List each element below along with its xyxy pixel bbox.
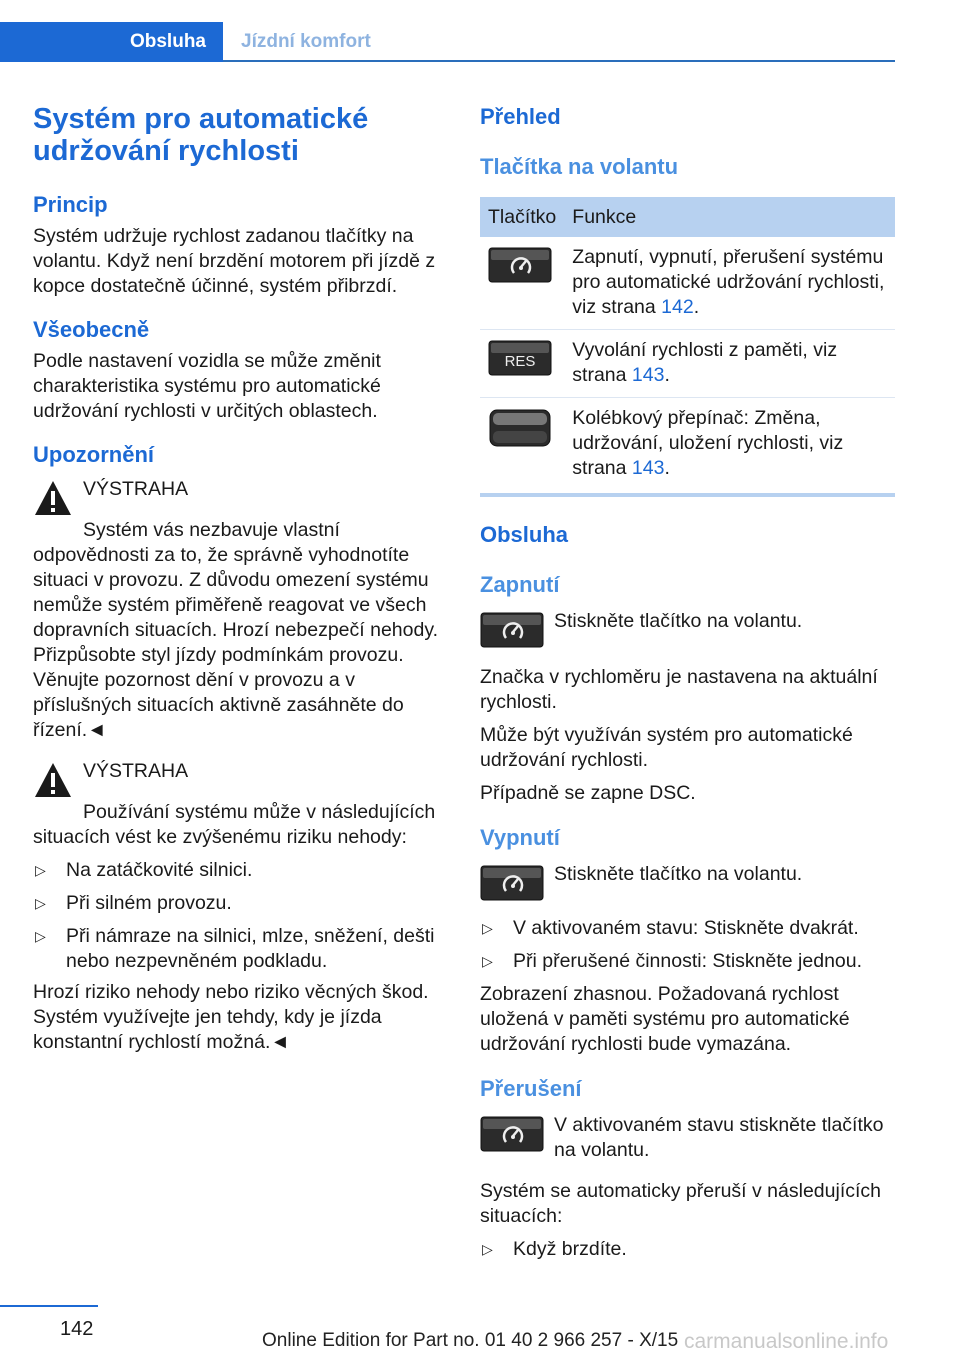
triangle-bullet-icon: ▷ [482, 1241, 493, 1257]
warning-list [33, 858, 448, 974]
warning-end-text: Hrozí riziko nehody nebo riziko věcných škod. Systém využívejte jen tehdy, kdy je jízda konstantní rychlostí možná.◄ [33, 981, 429, 1053]
principle-heading: Princip [33, 192, 108, 217]
page-number: 142 [60, 1318, 94, 1340]
triangle-bullet-icon: ▷ [482, 953, 493, 969]
list-item: ▷ Na zatáčkovité silnici. [35, 859, 253, 881]
switch-off-paragraph: Zobrazení zhasnou. Požadovaná rychlost uložená v paměti systému pro automatické udržování rychlosti bude vymazána. [480, 983, 850, 1055]
notes-heading: Upozornění [33, 442, 154, 467]
table-row: Kolébkový přepínač: Změna, udržování, uložení rychlosti, viz strana 143. [480, 398, 895, 496]
switch-on-paragraph-2: Může být využíván systém pro automatické udržování rychlosti. [480, 724, 853, 771]
operation-heading: Obsluha [480, 522, 569, 547]
interrupt-text: V aktivovaném stavu stiskněte tlačítko na volantu. [554, 1114, 884, 1161]
warning-triangle-icon [33, 479, 73, 517]
tab-obsluha[interactable]: Obsluha [0, 22, 223, 62]
svg-text:RES: RES [504, 353, 536, 370]
triangle-bullet-icon: ▷ [35, 928, 46, 944]
cruise-control-button-icon [480, 611, 544, 649]
page-link[interactable]: 143 [631, 364, 665, 386]
right-column [480, 100, 895, 1262]
list-item: ▷ V aktivovaném stavu: Stiskněte dvakrát. [482, 917, 859, 939]
switch-on-paragraph-1: Značka v rychloměru je nastavena na aktuální rychlosti. [480, 666, 878, 713]
table-row: RES Vyvolání rychlosti z paměti, viz strana 143. [480, 330, 895, 398]
triangle-bullet-icon: ▷ [482, 920, 493, 936]
warning-triangle-icon [33, 761, 73, 799]
interrupt-paragraph: Systém se automaticky přeruší v následujících situacích: [480, 1180, 881, 1227]
list-item: ▷ Při přerušené činnosti: Stiskněte jednou. [482, 950, 863, 972]
interrupt-heading: Přerušení [480, 1076, 582, 1101]
res-button-icon [488, 340, 552, 376]
principle-text: Systém udržuje rychlost zadanou tlačítky na volantu. Když není brzdění motorem při jízdě z kopce dostatečně účinné, systém přibrzdí. [33, 225, 436, 297]
list-item: ▷ Při silném provozu. [35, 892, 232, 914]
page-header [0, 22, 895, 62]
list-item: ▷ Když brzdíte. [482, 1238, 627, 1260]
page-link[interactable]: 143 [631, 457, 665, 479]
warning-text: Systém vás nezbavuje vlastní odpovědnosti za to, že správně vyhodnotíte situaci v provozu. Z důvodu omezení systému nemůže systém přiměřeně reagovat ve všech dopravních situacích. Hrozí nebezpečí nehody. Přizpůsobte styl jízdy podmínkám provozu. Věnujte pozornost dění v provozu a v příslušných situacích aktivně zasáhněte do řízení.◄ [33, 519, 439, 741]
table-header-button: Tlačítko [480, 197, 564, 237]
triangle-bullet-icon: ▷ [35, 862, 46, 878]
warning-label: VÝSTRAHA [83, 760, 189, 782]
general-text: Podle nastavení vozidla se může změnit charakteristika systému pro automatické udržování rychlosti v určitých oblastech. [33, 350, 381, 422]
warning-block-2 [33, 759, 448, 1055]
buttons-heading: Tlačítka na volantu [480, 154, 679, 179]
triangle-bullet-icon: ▷ [35, 895, 46, 911]
cruise-control-button-icon [480, 1115, 544, 1153]
edition-text: Online Edition for Part no. 01 40 2 966 257 - X/15 [262, 1330, 679, 1351]
warning-label: VÝSTRAHA [83, 478, 189, 500]
page-title: Systém pro automatické udržování rychlosti [33, 103, 369, 167]
switch-on-text: Stiskněte tlačítko na volantu. [554, 610, 803, 632]
switch-on-heading: Zapnutí [480, 572, 560, 597]
rocker-switch-icon [488, 408, 552, 448]
buttons-table [480, 197, 895, 497]
warning-text: Používání systému může v následujících situacích vést ke zvýšenému riziku nehody: [33, 801, 436, 848]
tab-jizdni-komfort[interactable]: Jízdní komfort [241, 31, 371, 52]
cruise-control-button-icon [480, 864, 544, 902]
footer-divider [0, 1305, 98, 1307]
watermark: carmanualsonline.info [684, 1330, 889, 1353]
switch-off-list [480, 916, 895, 974]
switch-on-paragraph-3: Případně se zapne DSC. [480, 782, 696, 804]
table-row: Zapnutí, vypnutí, přerušení systému pro automatické udržování rychlosti, viz strana 142. [480, 237, 895, 330]
cruise-control-button-icon [488, 247, 552, 283]
switch-off-heading: Vypnutí [480, 825, 560, 850]
interrupt-list [480, 1237, 895, 1262]
overview-heading: Přehled [480, 104, 561, 129]
switch-off-text: Stiskněte tlačítko na volantu. [554, 863, 803, 885]
list-item: ▷ Při námraze na silnici, mlze, sněžení, dešti nebo nezpevněném podkladu. [35, 925, 435, 972]
warning-block-1 [33, 477, 448, 743]
general-heading: Všeobecně [33, 317, 150, 342]
page-link[interactable]: 142 [661, 296, 694, 318]
table-header-function: Funkce [564, 197, 895, 237]
left-column [33, 100, 448, 1055]
